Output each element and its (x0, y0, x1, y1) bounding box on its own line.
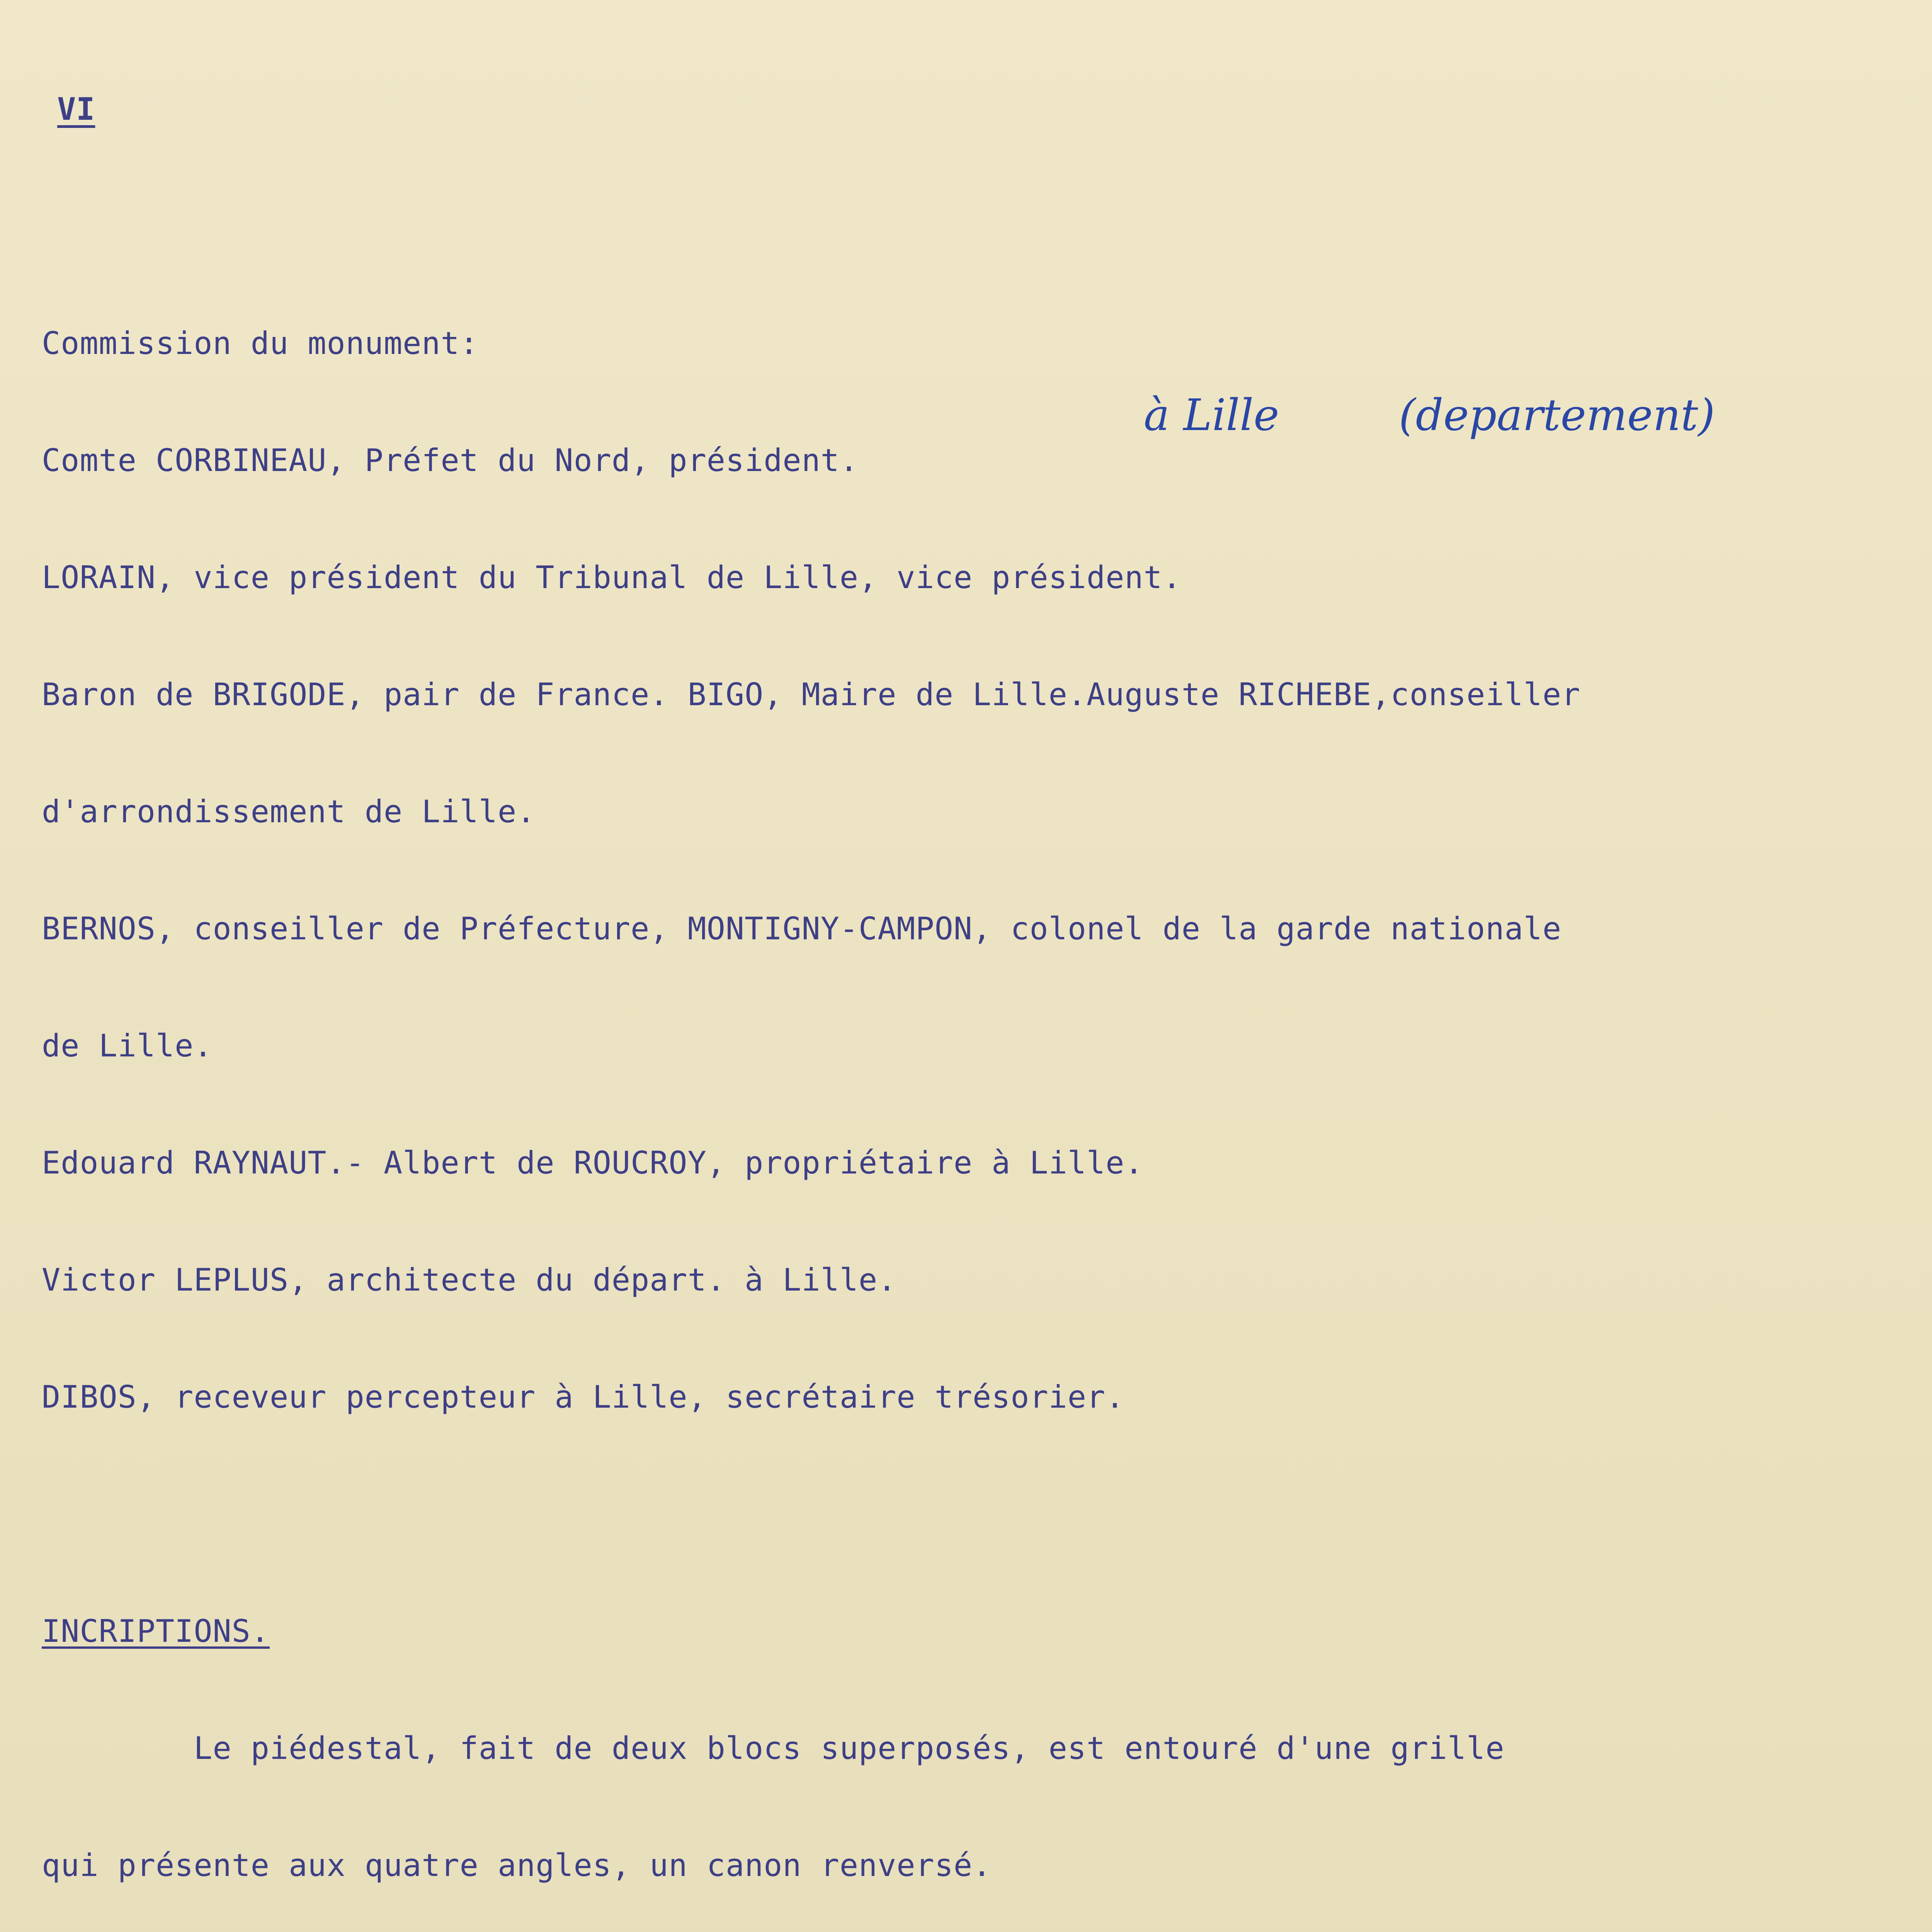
text-line: Comte CORBINEAU, Préfet du Nord, président. (42, 442, 859, 478)
text-line: LORAIN, vice président du Tribunal de Lille, vice président. (42, 560, 1182, 595)
text-line: Baron de BRIGODE, pair de France. BIGO, Maire de Lille.Auguste RICHEBE,conseiller (42, 677, 1581, 713)
handwritten-annotation: (departement) (1399, 390, 1715, 440)
text-line: Edouard RAYNAUT.- Albert de ROUCROY, propriétaire à Lille. (42, 1145, 1144, 1181)
page-folio: VI (57, 91, 95, 127)
text-line: BERNOS, conseiller de Préfecture, MONTIGNY-CAMPON, colonel de la garde nationale (42, 911, 1562, 947)
text-line: DIBOS, receveur percepteur à Lille, secrétaire trésorier. (42, 1379, 1125, 1415)
text-line: Commission du monument: (42, 325, 479, 361)
section-heading: INCRIPTIONS. (42, 1613, 270, 1649)
handwritten-annotation: à Lille (1144, 390, 1279, 440)
text-line: Le piédestal, fait de deux blocs superposés, est entouré d'une grille (42, 1730, 1505, 1766)
text-line: d'arrondissement de Lille. (42, 794, 536, 830)
spacer (42, 207, 1927, 246)
text-line: de Lille. (42, 1028, 213, 1064)
text-line: Victor LEPLUS, architecte du départ. à Lille. (42, 1262, 897, 1298)
text-line: qui présente aux quatre angles, un canon renversé. (42, 1847, 992, 1883)
text-line (42, 1495, 1927, 1534)
typed-text (42, 12, 1927, 1932)
